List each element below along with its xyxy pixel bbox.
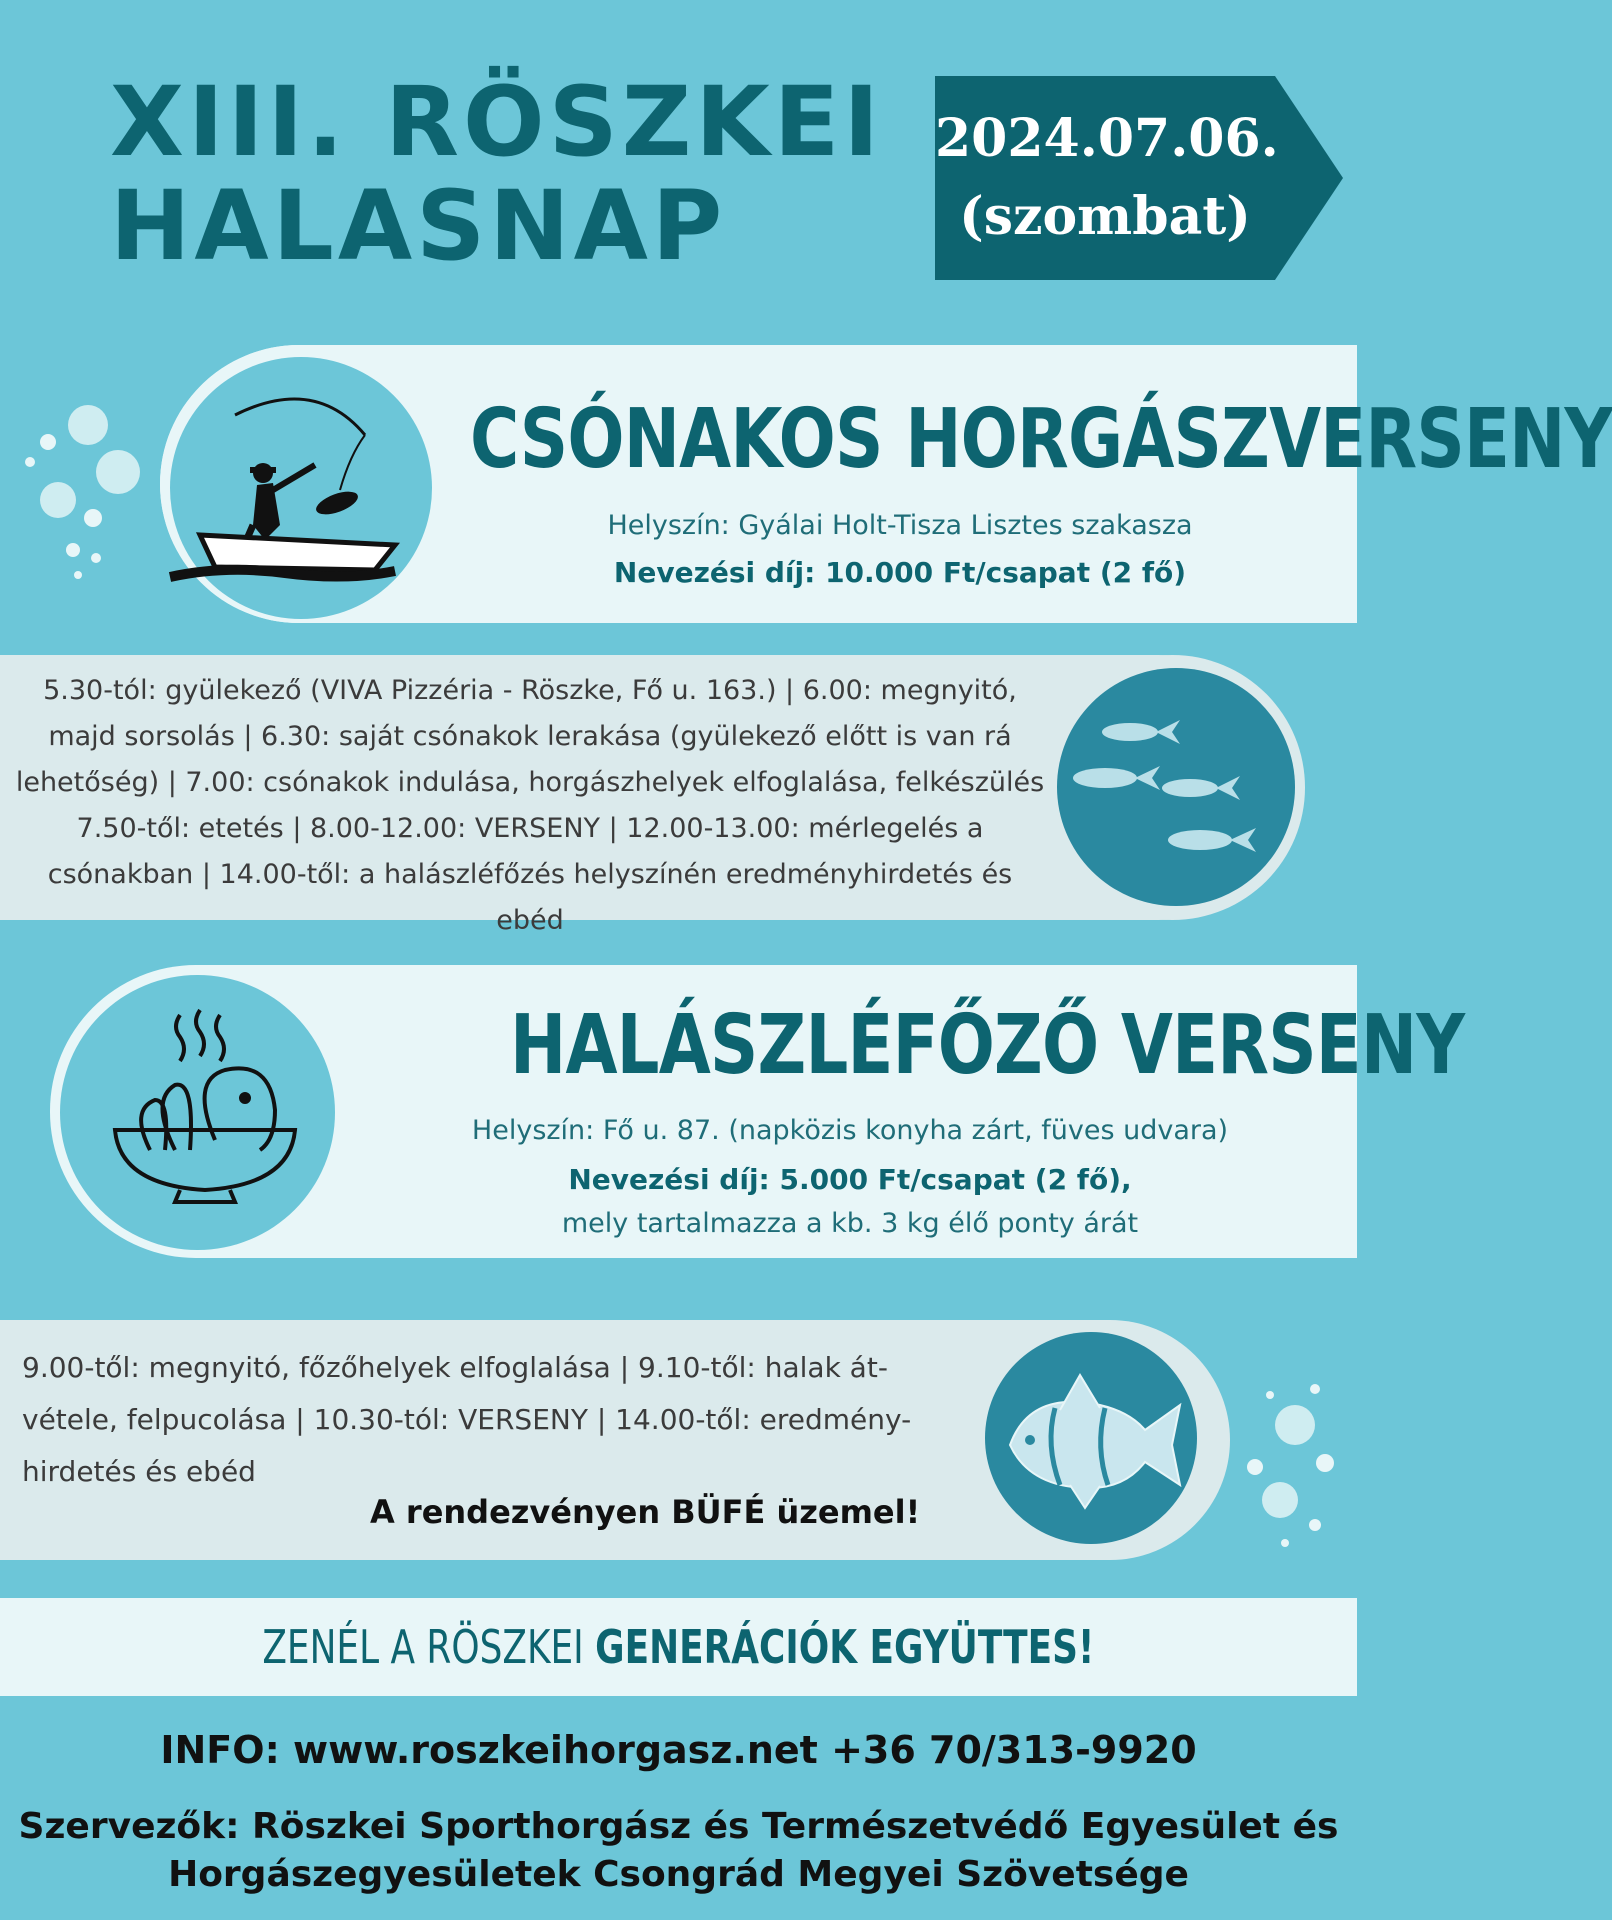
competition2-location: Helyszín: Fő u. 87. (napközis konyha zárt, füves udvara) [471,1115,1229,1146]
fish-school-icon [1060,700,1290,880]
competition2-fee: Nevezési díj: 5.000 Ft/csapat (2 fő), [568,1163,1132,1196]
schedule-line: 5.30-tól: gyülekező (VIVA Pizzéria - Röszke, Fő u. 163.) | 6.00: megnyitó, [43,675,1017,706]
schedule-line: vétele, felpucolása | 10.30-tól: VERSENY | 14.00-től: eredmény- [22,1403,912,1436]
schedule-line: csónakban | 14.00-től: a halászléfőzés helyszínén eredményhirdetés és ebéd [47,859,1013,936]
schedule-line: majd sorsolás | 6.30: saját csónakok lerakása (gyülekező előtt is van rá [48,721,1012,752]
competition2-title: HALÁSZLÉFŐZŐ VERSENY [510,998,1465,1093]
title-line-2: HALASNAP [110,170,727,282]
schedule-line: 7.50-től: etetés | 8.00-12.00: VERSENY | 12.00-13.00: mérlegelés a [76,813,984,844]
organizers [0,1803,1357,1899]
music-prefix: ZENÉL A RÖSZKEI [262,1620,596,1674]
page-title [110,66,910,282]
buffet-notice: A rendezvényen BÜFÉ üzemel! [370,1493,921,1531]
competition1-fee [520,556,1280,589]
date-line-2: (szombat) [959,186,1251,247]
schedule-line: 9.00-től: megnyitó, főzőhelyek elfoglalása | 9.10-től: halak át- [22,1351,888,1384]
title-line-1: XIII. RÖSZKEI [110,66,884,178]
clownfish-icon [1000,1370,1190,1510]
organizers-line-2: Horgászegyesületek Csongrád Megyei Szövetsége [168,1854,1189,1895]
competition1-location: Helyszín: Gyálai Holt-Tisza Lisztes szakasza [607,510,1193,541]
competition2-fee-note: mely tartalmazza a kb. 3 kg élő ponty árát [561,1208,1139,1239]
bubbles-icon [18,400,148,590]
music-announcement [0,1620,1357,1674]
date-line-1: 2024.07.06. [935,108,1279,169]
competition2-schedule [22,1342,982,1498]
event-date [935,100,1279,256]
organizers-line-1: Szervezők: Röszkei Sporthorgász és Természetvédő Egyesület és [18,1806,1339,1847]
info-line: INFO: www.roszkeihorgasz.net +36 70/313-9920 [160,1728,1197,1772]
bubbles-icon [1235,1375,1345,1555]
music-band-name: GENERÁCIÓK EGYÜTTES! [595,1620,1095,1674]
competition1-title: CSÓNAKOS HORGÁSZVERSENY [470,392,1612,487]
competition1-fee-text: Nevezési díj: 10.000 Ft/csapat (2 fő) [613,556,1187,589]
fisherman-boat-icon [165,395,405,585]
schedule-line: lehetőség) | 7.00: csónakok indulása, horgászhelyek elfoglalása, felkészülés [15,767,1045,798]
fish-soup-bowl-icon [105,1010,305,1210]
schedule-line: hirdetés és ebéd [22,1455,256,1488]
competition1-schedule [15,668,1045,944]
